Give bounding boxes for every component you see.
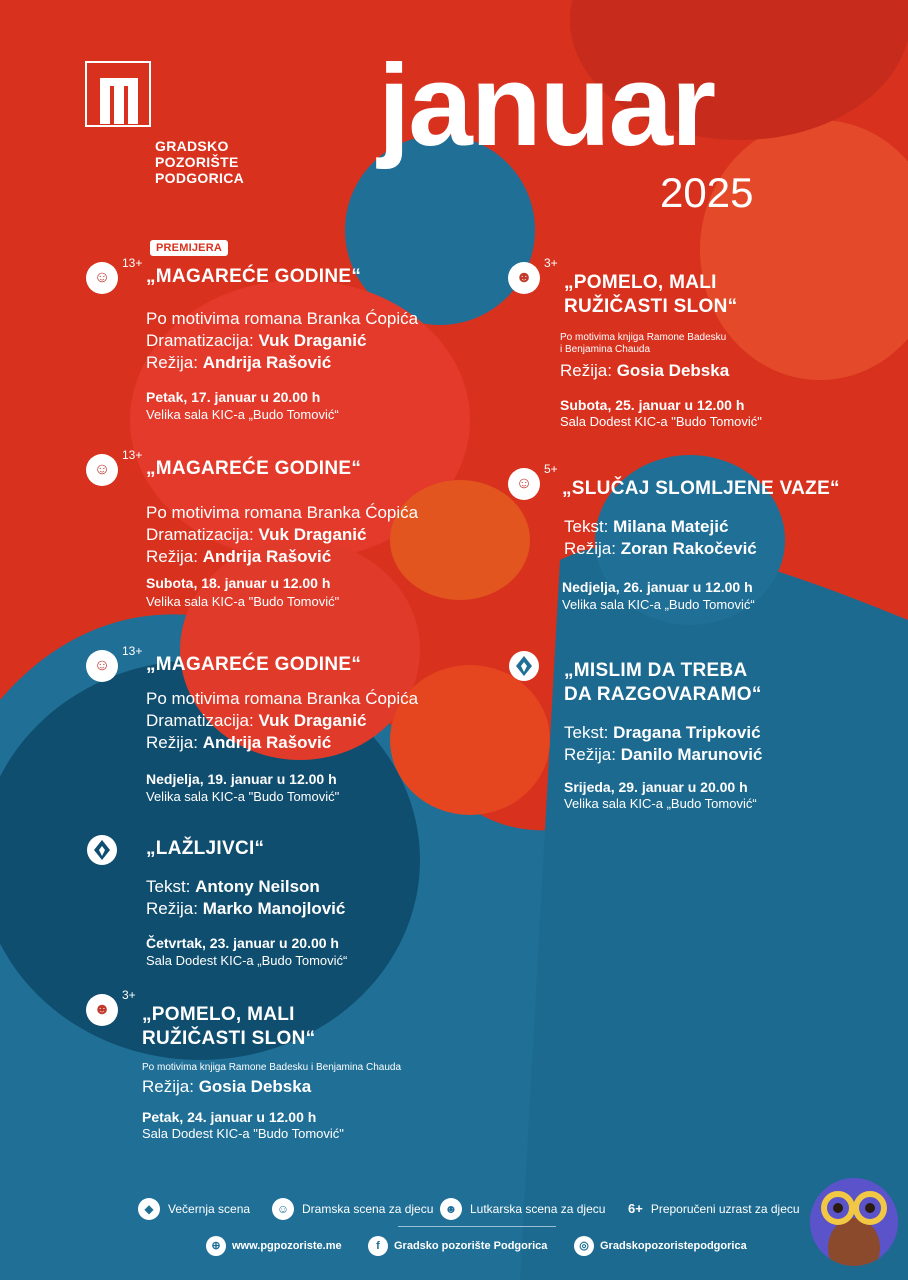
instagram-label: Gradskopozoristepodgorica — [600, 1240, 747, 1252]
role-name: Milana Matejić — [613, 517, 729, 536]
event-venue: Velika sala KIC-a „Budo Tomović“ — [562, 597, 755, 612]
event-venue: Sala Dodest KIC-a "Budo Tomović" — [142, 1126, 344, 1141]
role-name: Zoran Rakočević — [620, 539, 757, 558]
event-role — [142, 1076, 311, 1098]
event-venue: Sala Dodest KIC-a „Budo Tomović“ — [146, 953, 348, 968]
logo-line: POZORIŠTE — [155, 154, 239, 170]
role-label: Režija: — [146, 353, 198, 372]
event-role — [564, 722, 761, 744]
age-symbol: 6+ — [628, 1201, 643, 1216]
event-date: Srijeda, 29. januar u 20.00 h — [564, 779, 748, 795]
role-label: Tekst: — [146, 877, 191, 896]
role-name: Andrija Rašović — [202, 353, 332, 372]
role-name: Dragana Tripković — [613, 723, 761, 742]
age-label: 5+ — [544, 462, 558, 476]
evening-scene-icon — [86, 834, 118, 866]
legend-label: Dramska scena za djecu — [302, 1202, 434, 1216]
event-title: DA RAZGOVARAMO“ — [564, 684, 762, 705]
legend-label: Preporučeni uzrast za djecu — [650, 1202, 800, 1216]
facebook-icon: f — [368, 1236, 388, 1256]
year-label: 2025 — [660, 169, 754, 216]
event-role — [146, 898, 345, 920]
role-label: Tekst: — [564, 517, 609, 536]
role-label: Režija: — [564, 745, 616, 764]
theatre-logo-icon — [84, 60, 154, 130]
role-label: Dramatizacija: — [146, 711, 254, 730]
event-role — [146, 732, 331, 754]
event-title: „MAGAREĆE GODINE“ — [146, 266, 362, 287]
premiere-badge: PREMIJERA — [150, 240, 228, 256]
theatre-name — [155, 138, 244, 186]
mask-pair-icon: ☺ — [86, 454, 118, 486]
event-title: „MISLIM DA TREBA — [564, 660, 748, 681]
role-label: Režija: — [142, 1077, 194, 1096]
event-intro: Po motivima knjiga Ramone Badesku — [560, 332, 727, 343]
divider — [398, 1226, 556, 1227]
globe-icon: ⊕ — [206, 1236, 226, 1256]
event-role — [146, 876, 320, 898]
puppet-icon: ☻ — [86, 994, 118, 1026]
role-label: Tekst: — [564, 723, 609, 742]
legend-item — [628, 1196, 800, 1222]
legend-item — [272, 1196, 433, 1222]
role-name: Vuk Draganić — [258, 711, 367, 730]
role-label: Režija: — [560, 361, 612, 380]
logo-line: GRADSKO — [155, 138, 229, 154]
role-label: Dramatizacija: — [146, 331, 254, 350]
evening-scene-icon — [508, 650, 540, 682]
age-label: 3+ — [544, 256, 558, 270]
role-name: Danilo Marunović — [620, 745, 763, 764]
facebook-link[interactable] — [368, 1236, 547, 1256]
event-date: Subota, 18. januar u 12.00 h — [146, 575, 331, 591]
role-name: Antony Neilson — [195, 877, 320, 896]
instagram-icon: ◎ — [574, 1236, 594, 1256]
event-role — [564, 516, 728, 538]
event-role — [146, 330, 366, 352]
role-label: Režija: — [146, 733, 198, 752]
event-role — [564, 744, 762, 766]
role-label: Dramatizacija: — [146, 525, 254, 544]
event-title: RUŽIČASTI SLON“ — [142, 1028, 316, 1049]
role-label: Režija: — [146, 899, 198, 918]
event-intro: Po motivima knjiga Ramone Badesku i Benjamina Chauda — [142, 1062, 402, 1073]
event-role — [146, 352, 331, 374]
event-role — [560, 360, 729, 382]
legend-label: Lutkarska scena za djecu — [470, 1202, 606, 1216]
age-label: 13+ — [122, 256, 143, 270]
role-name: Vuk Draganić — [258, 525, 367, 544]
role-name: Marko Manojlović — [202, 899, 346, 918]
website-label: www.pgpozoriste.me — [232, 1240, 342, 1252]
logo-line: PODGORICA — [155, 170, 245, 186]
event-title: „SLUČAJ SLOMLJENE VAZE“ — [562, 478, 840, 499]
event-intro: Po motivima romana Branka Ćopića — [146, 503, 419, 522]
mask-pair-icon: ☺ — [508, 468, 540, 500]
event-intro: Po motivima romana Branka Ćopića — [146, 309, 419, 328]
event-title: „MAGAREĆE GODINE“ — [146, 458, 362, 479]
event-intro: Po motivima romana Branka Ćopića — [146, 689, 419, 708]
website-link[interactable] — [206, 1236, 342, 1256]
puppet-icon: ☻ — [440, 1198, 462, 1220]
event-date: Petak, 17. januar u 20.00 h — [146, 389, 321, 405]
legend-item — [440, 1196, 605, 1222]
event-title: „POMELO, MALI — [142, 1004, 295, 1025]
event-title: RUŽIČASTI SLON“ — [564, 296, 738, 317]
mask-pair-icon: ☺ — [272, 1198, 294, 1220]
month-title: januar — [378, 40, 715, 170]
event-intro: i Benjamina Chauda — [560, 344, 651, 355]
age-label: 3+ — [122, 988, 136, 1002]
event-date: Nedjelja, 26. januar u 12.00 h — [562, 579, 753, 595]
puppet-icon: ☻ — [508, 262, 540, 294]
role-label: Režija: — [146, 547, 198, 566]
evening-scene-icon: ◆ — [138, 1198, 160, 1220]
event-date: Petak, 24. januar u 12.00 h — [142, 1109, 317, 1125]
event-venue: Velika sala KIC-a „Budo Tomović“ — [146, 407, 339, 422]
event-date: Četvrtak, 23. januar u 20.00 h — [146, 935, 339, 951]
event-role — [564, 538, 757, 560]
mask-pair-icon: ☺ — [86, 650, 118, 682]
role-label: Režija: — [564, 539, 616, 558]
role-name: Vuk Draganić — [258, 331, 367, 350]
event-venue: Velika sala KIC-a "Budo Tomović" — [146, 789, 340, 804]
event-title: „MAGAREĆE GODINE“ — [146, 654, 362, 675]
legend-item — [138, 1196, 250, 1222]
role-name: Andrija Rašović — [202, 547, 332, 566]
mask-pair-icon: ☺ — [86, 262, 118, 294]
event-date: Subota, 25. januar u 12.00 h — [560, 397, 745, 413]
event-venue: Sala Dodest KIC-a "Budo Tomović" — [560, 414, 762, 429]
age-label: 13+ — [122, 644, 143, 658]
event-role — [146, 546, 331, 568]
event-venue: Velika sala KIC-a „Budo Tomović“ — [564, 796, 757, 811]
event-venue: Velika sala KIC-a "Budo Tomović" — [146, 594, 340, 609]
age-label: 13+ — [122, 448, 143, 462]
instagram-link[interactable] — [574, 1236, 747, 1256]
event-title: „LAŽLJIVCI“ — [146, 838, 265, 859]
facebook-label: Gradsko pozorište Podgorica — [394, 1240, 548, 1252]
event-title: „POMELO, MALI — [564, 272, 717, 293]
role-name: Andrija Rašović — [202, 733, 332, 752]
event-role — [146, 524, 366, 546]
role-name: Gosia Debska — [198, 1077, 312, 1096]
legend-label: Večernja scena — [168, 1202, 251, 1216]
event-date: Nedjelja, 19. januar u 12.00 h — [146, 771, 337, 787]
event-role — [146, 710, 366, 732]
role-name: Gosia Debska — [616, 361, 730, 380]
mascot-character-image — [810, 1178, 898, 1266]
